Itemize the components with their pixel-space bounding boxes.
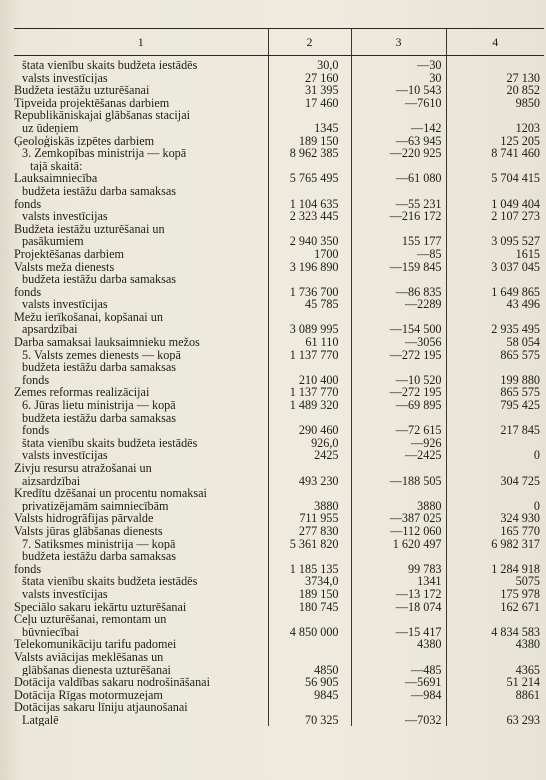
table-row <box>14 185 544 198</box>
column-4-value: 2 107 273 <box>446 210 544 223</box>
column-2-value <box>268 638 351 651</box>
column-2-value: 1 736 700 <box>268 286 351 299</box>
column-2-value: 3 196 890 <box>268 261 351 274</box>
table-row <box>14 563 544 576</box>
column-4-value: 4365 <box>446 664 544 677</box>
column-3-value <box>351 462 446 475</box>
row-label: Republikāniskajai glābšanas stacijai <box>14 109 190 122</box>
table-row <box>14 172 544 185</box>
row-label: būvniecībai <box>22 625 79 639</box>
column-4-value: 1615 <box>446 248 544 261</box>
column-4-value: 0 <box>446 449 544 462</box>
column-2-value <box>268 361 351 374</box>
column-3-value: —2289 <box>351 298 446 311</box>
column-2-value <box>268 701 351 714</box>
column-3-value: —15 417 <box>351 626 446 639</box>
column-4-value <box>446 311 544 324</box>
column-3-value: 4380 <box>351 638 446 651</box>
column-3-value: —3056 <box>351 336 446 349</box>
table-row <box>14 449 544 462</box>
column-4-value: 1 049 404 <box>446 198 544 211</box>
row-label: fonds <box>14 562 42 576</box>
table-row <box>14 311 544 324</box>
column-3-value: 155 177 <box>351 235 446 248</box>
row-label: Valsts meža dienests <box>14 260 115 274</box>
column-3-value: —112 060 <box>351 525 446 538</box>
column-3-value <box>351 550 446 563</box>
row-label: fonds <box>14 285 42 299</box>
column-3-value: —13 172 <box>351 588 446 601</box>
row-label: Tipveida projektēšanas darbiem <box>14 96 170 110</box>
row-label: Valsts jūras glābšanas dienests <box>14 524 163 538</box>
row-label: Valsts aviācijas meklēšanas un <box>14 650 164 664</box>
table-row <box>14 72 544 85</box>
row-label: budžeta iestāžu darba samaksas <box>22 184 176 198</box>
column-4-value <box>446 361 544 374</box>
table-row <box>14 323 544 336</box>
row-label: 5. Valsts zemes dienests — kopā <box>22 348 181 362</box>
column-3-value: —5691 <box>351 676 446 689</box>
column-2-value: 210 400 <box>268 374 351 387</box>
table-row <box>14 676 544 689</box>
column-3-value: —30 <box>351 59 446 72</box>
row-label: štata vienību skaits budžeta iestādēs <box>22 59 198 72</box>
row-label: uz ūdeņiem <box>22 121 79 135</box>
column-2-value <box>268 185 351 198</box>
column-2-value: 3734,0 <box>268 575 351 588</box>
column-3-value: —86 835 <box>351 286 446 299</box>
column-4-value <box>446 223 544 236</box>
column-4-value: 63 293 <box>446 714 544 727</box>
column-3-value: 1341 <box>351 575 446 588</box>
column-2-value: 2425 <box>268 449 351 462</box>
column-header-4: 4 <box>446 29 544 56</box>
row-label: 6. Jūras lietu ministrija — kopā <box>22 399 176 412</box>
column-4-value: 125 205 <box>446 135 544 148</box>
column-3-value: —18 074 <box>351 601 446 614</box>
column-3-value: —188 505 <box>351 475 446 488</box>
table-row <box>14 538 544 551</box>
column-3-value: —55 231 <box>351 198 446 211</box>
column-3-value <box>351 273 446 286</box>
row-label: Darba samaksai lauksaimnieku mežos <box>14 336 200 349</box>
column-4-value: 58 054 <box>446 336 544 349</box>
table-row <box>14 424 544 437</box>
column-2-value: 1700 <box>268 248 351 261</box>
column-2-value: 3 089 995 <box>268 323 351 336</box>
column-3-value <box>351 651 446 664</box>
table-row <box>14 97 544 110</box>
column-4-value <box>446 701 544 714</box>
column-4-value: 51 214 <box>446 676 544 689</box>
column-4-value <box>446 59 544 72</box>
table-row <box>14 575 544 588</box>
column-4-value: 304 725 <box>446 475 544 488</box>
column-2-value: 27 160 <box>268 72 351 85</box>
column-2-value: 45 785 <box>268 298 351 311</box>
row-label: Mežu ierīkošanai, kopšanai un <box>14 310 163 324</box>
column-2-value <box>268 550 351 563</box>
row-label: štata vienību skaits budžeta iestādēs <box>22 575 198 588</box>
column-2-value: 2 323 445 <box>268 210 351 223</box>
row-label: Zemes reformas realizācijai <box>14 386 150 400</box>
column-4-value: 217 845 <box>446 424 544 437</box>
table-row <box>14 525 544 538</box>
row-label: valsts investīcijas <box>22 71 108 85</box>
column-2-value: 290 460 <box>268 424 351 437</box>
column-2-value: 180 745 <box>268 601 351 614</box>
column-3-value: 99 783 <box>351 563 446 576</box>
row-label: pasākumiem <box>22 235 84 248</box>
column-2-value <box>268 273 351 286</box>
column-2-value <box>268 412 351 425</box>
row-label: Dotācija valdības sakaru nodrošināšanai <box>14 676 210 689</box>
row-label: 7. Satiksmes ministrija — kopā <box>22 537 176 551</box>
column-2-value: 3880 <box>268 500 351 513</box>
column-2-value: 4 850 000 <box>268 626 351 639</box>
table-row <box>14 374 544 387</box>
column-4-value: 1203 <box>446 122 544 135</box>
table-row <box>14 261 544 274</box>
column-2-value: 926,0 <box>268 437 351 450</box>
column-4-value <box>446 109 544 122</box>
column-3-value <box>351 487 446 500</box>
table-row <box>14 664 544 677</box>
row-label: Dotācijas sakaru līniju atjaunošanai <box>14 701 188 714</box>
table-row <box>14 235 544 248</box>
column-4-value: 9850 <box>446 97 544 110</box>
column-4-value: 165 770 <box>446 525 544 538</box>
budget-table <box>14 28 544 726</box>
column-2-value: 8 962 385 <box>268 147 351 160</box>
row-label: Lauksaimniecība <box>14 172 98 185</box>
column-3-value: —7610 <box>351 97 446 110</box>
column-3-value: —984 <box>351 689 446 702</box>
column-4-value: 8861 <box>446 689 544 702</box>
column-3-value: —154 500 <box>351 323 446 336</box>
column-2-value <box>268 613 351 626</box>
column-4-value <box>446 613 544 626</box>
column-4-value: 4 834 583 <box>446 626 544 639</box>
column-2-value: 711 955 <box>268 512 351 525</box>
column-2-value: 1 185 135 <box>268 563 351 576</box>
row-label: Ģeoloģiskās izpētes darbiem <box>14 134 155 148</box>
column-2-value: 493 230 <box>268 475 351 488</box>
column-header-3: 3 <box>351 29 446 56</box>
column-4-value: 2 935 495 <box>446 323 544 336</box>
column-4-value: 8 741 460 <box>446 147 544 160</box>
row-label: fonds <box>14 197 42 211</box>
column-2-value <box>268 311 351 324</box>
row-label: Budžeta iestāžu uzturēšanai <box>14 84 150 97</box>
row-label: fonds <box>22 373 50 387</box>
column-3-value: —2425 <box>351 449 446 462</box>
row-label: budžeta iestāžu darba samaksas <box>22 411 176 425</box>
column-4-value: 865 575 <box>446 386 544 399</box>
column-2-value: 30,0 <box>268 59 351 72</box>
column-3-value: —61 080 <box>351 172 446 185</box>
column-2-value: 61 110 <box>268 336 351 349</box>
row-label: valsts investīcijas <box>22 298 108 311</box>
table-row <box>14 500 544 513</box>
column-2-value: 1345 <box>268 122 351 135</box>
column-2-value: 1 137 770 <box>268 349 351 362</box>
column-2-value: 5 361 820 <box>268 538 351 551</box>
column-2-value <box>268 487 351 500</box>
column-3-value <box>351 412 446 425</box>
column-2-value: 31 395 <box>268 84 351 97</box>
table-row <box>14 349 544 362</box>
table-row <box>14 210 544 223</box>
column-3-value: —216 172 <box>351 210 446 223</box>
column-2-value: 1 104 635 <box>268 198 351 211</box>
column-4-value <box>446 651 544 664</box>
column-2-value <box>268 160 351 173</box>
row-label: Speciālo sakaru iekārtu uzturēšanai <box>14 600 187 614</box>
row-label: štata vienību skaits budžeta iestādēs <box>22 436 198 450</box>
row-label: aizsardzībai <box>22 474 81 488</box>
column-2-value: 70 325 <box>268 714 351 727</box>
row-label: Zivju resursu atražošanai un <box>14 462 152 475</box>
table-row <box>14 638 544 651</box>
column-3-value: 30 <box>351 72 446 85</box>
table-row <box>14 512 544 525</box>
table-row <box>14 701 544 714</box>
table-row <box>14 601 544 614</box>
column-3-value: —72 615 <box>351 424 446 437</box>
column-3-value <box>351 613 446 626</box>
column-3-value: —10 543 <box>351 84 446 97</box>
row-label: budžeta iestāžu darba samaksas <box>22 273 176 286</box>
row-label: fonds <box>22 424 50 437</box>
column-3-value: —272 195 <box>351 349 446 362</box>
column-2-value: 189 150 <box>268 135 351 148</box>
column-4-value: 175 978 <box>446 588 544 601</box>
column-4-value <box>446 437 544 450</box>
column-3-value <box>351 109 446 122</box>
column-3-value: —926 <box>351 437 446 450</box>
table-row <box>14 336 544 349</box>
column-4-value <box>446 185 544 198</box>
column-4-value: 6 982 317 <box>446 538 544 551</box>
column-4-value: 3 095 527 <box>446 235 544 248</box>
column-3-value: —272 195 <box>351 386 446 399</box>
column-3-value: —387 025 <box>351 512 446 525</box>
column-4-value <box>446 412 544 425</box>
column-2-value <box>268 462 351 475</box>
table-row <box>14 160 544 173</box>
column-4-value: 3 037 045 <box>446 261 544 274</box>
column-3-value <box>351 701 446 714</box>
column-3-value: —159 845 <box>351 261 446 274</box>
row-label: tajā skaitā: <box>30 159 83 173</box>
column-4-value: 324 930 <box>446 512 544 525</box>
table-row <box>14 122 544 135</box>
column-2-value: 56 905 <box>268 676 351 689</box>
column-3-value <box>351 223 446 236</box>
column-2-value: 277 830 <box>268 525 351 538</box>
column-header-1: 1 <box>14 29 268 56</box>
column-4-value <box>446 462 544 475</box>
row-label: privatizējamām saimniecībām <box>22 499 169 513</box>
column-3-value <box>351 185 446 198</box>
column-3-value <box>351 311 446 324</box>
table-row <box>14 361 544 374</box>
table-row <box>14 487 544 500</box>
row-label: Telekomunikāciju tarifu padomei <box>14 638 177 651</box>
column-3-value <box>351 361 446 374</box>
table-row <box>14 437 544 450</box>
column-2-value <box>268 109 351 122</box>
table-row <box>14 286 544 299</box>
column-4-value <box>446 160 544 173</box>
column-2-value: 1 137 770 <box>268 386 351 399</box>
table-header-row <box>14 29 544 56</box>
column-4-value: 0 <box>446 500 544 513</box>
column-header-2: 2 <box>268 29 351 56</box>
table-row <box>14 550 544 563</box>
row-label: Kredītu dzēšanai un procentu nomaksai <box>14 487 207 500</box>
table-row <box>14 412 544 425</box>
column-2-value: 189 150 <box>268 588 351 601</box>
table-row <box>14 84 544 97</box>
row-label: valsts investīcijas <box>22 449 108 462</box>
table-row <box>14 588 544 601</box>
column-4-value: 162 671 <box>446 601 544 614</box>
row-label: Latgalē <box>22 713 59 727</box>
row-label: Valsts hidrogrāfijas pārvalde <box>14 512 154 525</box>
column-3-value: —10 520 <box>351 374 446 387</box>
column-4-value: 795 425 <box>446 399 544 412</box>
table-row <box>14 613 544 626</box>
column-4-value: 43 496 <box>446 298 544 311</box>
table-row <box>14 147 544 160</box>
column-4-value <box>446 273 544 286</box>
table-row <box>14 198 544 211</box>
column-3-value: —85 <box>351 248 446 261</box>
column-3-value: —63 945 <box>351 135 446 148</box>
column-2-value: 17 460 <box>268 97 351 110</box>
table-body <box>14 56 544 727</box>
column-4-value <box>446 550 544 563</box>
table-row <box>14 59 544 72</box>
row-label: budžeta iestāžu darba samaksas <box>22 361 176 374</box>
column-2-value: 5 765 495 <box>268 172 351 185</box>
table-row <box>14 714 544 727</box>
column-3-value <box>351 160 446 173</box>
column-4-value: 5075 <box>446 575 544 588</box>
row-label: Ceļu uzturēšanai, remontam un <box>14 613 167 626</box>
row-label: Dotācija Rīgas motormuzejam <box>14 688 163 702</box>
table-row <box>14 273 544 286</box>
column-3-value: 3880 <box>351 500 446 513</box>
table-row <box>14 248 544 261</box>
table-row <box>14 475 544 488</box>
row-label: apsardzībai <box>22 323 78 337</box>
table-row <box>14 689 544 702</box>
column-3-value: —220 925 <box>351 147 446 160</box>
table-row <box>14 626 544 639</box>
row-label: glābšanas dienesta uzturēšanai <box>22 663 171 677</box>
column-2-value: 4850 <box>268 664 351 677</box>
table-row <box>14 298 544 311</box>
column-4-value: 199 880 <box>446 374 544 387</box>
column-4-value: 20 852 <box>446 84 544 97</box>
table-row <box>14 462 544 475</box>
row-label: valsts investīcijas <box>22 587 108 601</box>
table-row <box>14 135 544 148</box>
row-label: valsts investīcijas <box>22 210 108 223</box>
table-row <box>14 386 544 399</box>
table-row <box>14 399 544 412</box>
column-3-value: —69 895 <box>351 399 446 412</box>
column-2-value: 1 489 320 <box>268 399 351 412</box>
table-row <box>14 223 544 236</box>
column-2-value: 2 940 350 <box>268 235 351 248</box>
column-4-value: 1 649 865 <box>446 286 544 299</box>
column-4-value: 865 575 <box>446 349 544 362</box>
column-4-value: 5 704 415 <box>446 172 544 185</box>
row-label: 3. Zemkopības ministrija — kopā <box>22 147 187 160</box>
column-4-value: 27 130 <box>446 72 544 85</box>
column-4-value <box>446 487 544 500</box>
table-row <box>14 651 544 664</box>
column-3-value: 1 620 497 <box>351 538 446 551</box>
column-4-value: 1 284 918 <box>446 563 544 576</box>
column-3-value: —485 <box>351 664 446 677</box>
column-2-value <box>268 223 351 236</box>
table-row <box>14 109 544 122</box>
column-3-value: —7032 <box>351 714 446 727</box>
column-4-value: 4380 <box>446 638 544 651</box>
row-label: Budžeta iestāžu uzturēšanai un <box>14 222 165 236</box>
row-label: Projektēšanas darbiem <box>14 247 124 261</box>
column-2-value <box>268 651 351 664</box>
column-3-value: —142 <box>351 122 446 135</box>
row-label: budžeta iestāžu darba samaksas <box>22 550 176 563</box>
column-2-value: 9845 <box>268 689 351 702</box>
